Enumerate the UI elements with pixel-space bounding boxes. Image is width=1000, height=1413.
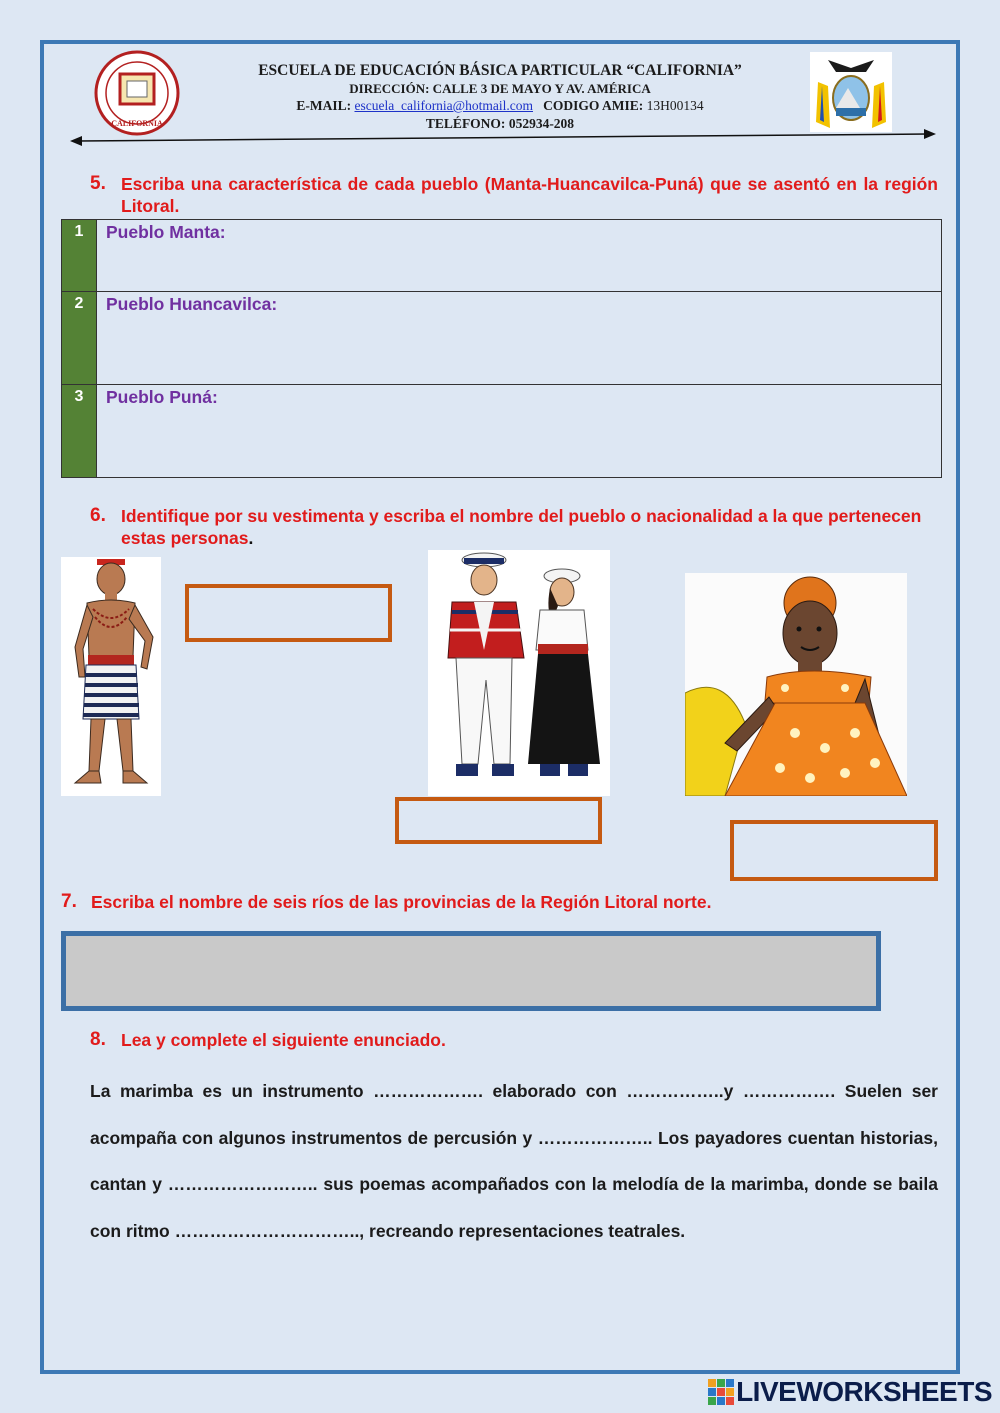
email-amie-line [0,98,1000,114]
school-name: ESCUELA DE EDUCACIÓN BÁSICA PARTICULAR “CALIFORNIA” [258,62,742,79]
pueblo-manta-cell[interactable] [97,220,942,292]
table-row [62,385,942,478]
school-address: DIRECCIÓN: CALLE 3 DE MAYO Y AV. AMÉRICA [349,81,651,96]
rivers-answer-box[interactable] [61,931,881,1011]
pueblos-table [61,219,942,478]
question-6-number: 6. [90,505,106,526]
man-traditional-dress-image [61,557,161,796]
question-7-text: Escriba el nombre de seis ríos de las provincias de la Región Litoral norte. [91,892,712,912]
phone-label: TELÉFONO: [425,116,506,131]
brand-text: LIVEWORKSHEETS [736,1376,992,1407]
svg-text:CALIFORNIA: CALIFORNIA [111,119,163,128]
pueblo-label: Pueblo Puná: [106,387,218,407]
question-8-number: 8. [90,1029,106,1050]
question-7 [61,891,921,913]
row-number: 2 [62,292,97,385]
answer-box-2[interactable] [395,797,602,844]
table-row [62,292,942,385]
question-6 [90,505,938,549]
answer-box-1[interactable] [185,584,392,642]
question-5-number: 5. [90,173,106,194]
question-6-text: Identifique por su vestimenta y escriba el nombre del pueblo o nacionalidad a la que pertenecen estas personas [121,506,922,548]
header-divider-arrow [70,128,936,148]
question-8 [90,1029,938,1051]
question-5-text: Escriba una característica de cada pueblo (Manta-Huancavilca-Puná) que se asentó en la región Litoral. [121,174,938,216]
email-link[interactable]: escuela_california@hotmail.com [354,98,533,113]
pueblo-huancavilca-cell[interactable] [97,292,942,385]
pueblo-puna-cell[interactable] [97,385,942,478]
email-label: E-MAIL: [296,98,352,113]
pueblo-label: Pueblo Huancavilca: [106,294,278,314]
liveworksheets-logo-icon [708,1379,734,1405]
amie-code: 13H00134 [646,98,704,113]
question-5 [90,173,938,217]
answer-box-3[interactable] [730,820,938,881]
phone-number: 052934-208 [508,116,575,131]
woman-traditional-dress-image [685,573,907,796]
question-8-text: Lea y complete el siguiente enunciado. [121,1030,446,1050]
liveworksheets-brand[interactable] [708,1376,992,1408]
question-6-period: . [248,528,254,548]
amie-label: CODIGO AMIE: [543,98,644,113]
pueblo-label: Pueblo Manta: [106,222,226,242]
couple-traditional-dress-image [428,550,610,796]
question-7-number: 7. [61,891,77,912]
marimba-paragraph: La marimba es un instrumento ………………. elaborado con ……………..y ……………. Suelen ser acompaña con algunos instrumentos de percusión y ……………….. Los payadores cuentan historias, cantan y …………………….. sus poemas acompañados con la melodía de la marimba, donde se baila con ritmo ………………………….., recreando representaciones teatrales. [90,1081,938,1241]
table-row [62,220,942,292]
row-number: 1 [62,220,97,292]
row-number: 3 [62,385,97,478]
